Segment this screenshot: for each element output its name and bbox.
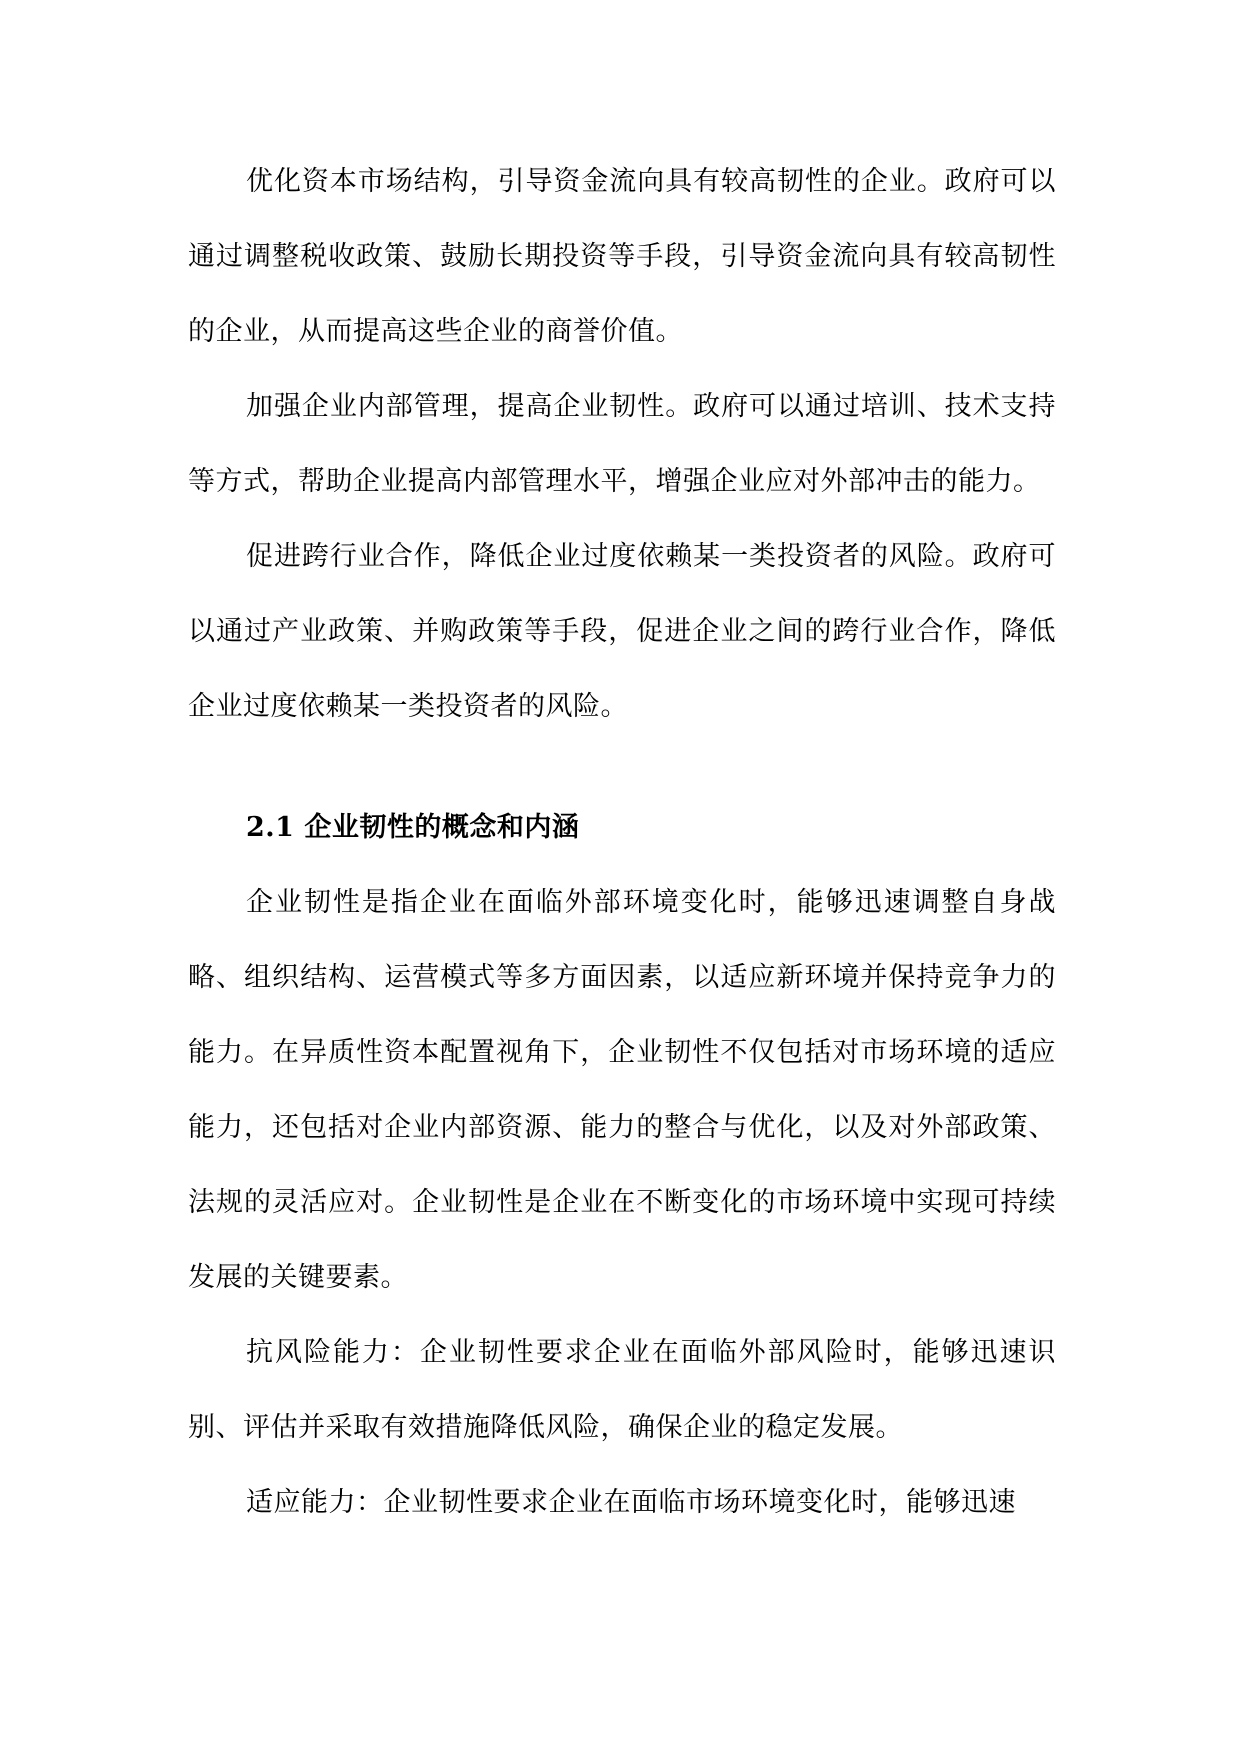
paragraph-risk-resistance: 抗风险能力：企业韧性要求企业在面临外部风险时，能够迅速识别、评估并采取有效措施降低风险，确保企业的稳定发展。 xyxy=(188,1337,1056,1443)
paragraph-internal-management: 加强企业内部管理，提高企业韧性。政府可以通过培训、技术支持等方式，帮助企业提高内部管理水平，增强企业应对外部冲击的能力。 xyxy=(188,391,1056,497)
paragraph-adaptability: 适应能力：企业韧性要求企业在面临市场环境变化时，能够迅速 xyxy=(246,1487,1016,1518)
paragraph-capital-market: 优化资本市场结构，引导资金流向具有较高韧性的企业。政府可以通过调整税收政策、鼓励长期投资等手段，引导资金流向具有较高韧性的企业，从而提高这些企业的商誉价值。 xyxy=(188,166,1056,347)
document-body xyxy=(188,144,1056,1540)
paragraph-resilience-definition: 企业韧性是指企业在面临外部环境变化时，能够迅速调整自身战略、组织结构、运营模式等多方面因素，以适应新环境并保持竞争力的能力。在异质性资本配置视角下，企业韧性不仅包括对市场环境的适应能力，还包括对企业内部资源、能力的整合与优化，以及对外部政策、法规的灵活应对。企业韧性是企业在不断变化的市场环境中实现可持续发展的关键要素。 xyxy=(188,887,1056,1293)
section-heading: 2.1 企业韧性的概念和内涵 xyxy=(246,812,580,843)
paragraph-cross-industry: 促进跨行业合作，降低企业过度依赖某一类投资者的风险。政府可以通过产业政策、并购政策等手段，促进企业之间的跨行业合作，降低企业过度依赖某一类投资者的风险。 xyxy=(188,541,1056,722)
section-spacer xyxy=(188,744,1056,790)
